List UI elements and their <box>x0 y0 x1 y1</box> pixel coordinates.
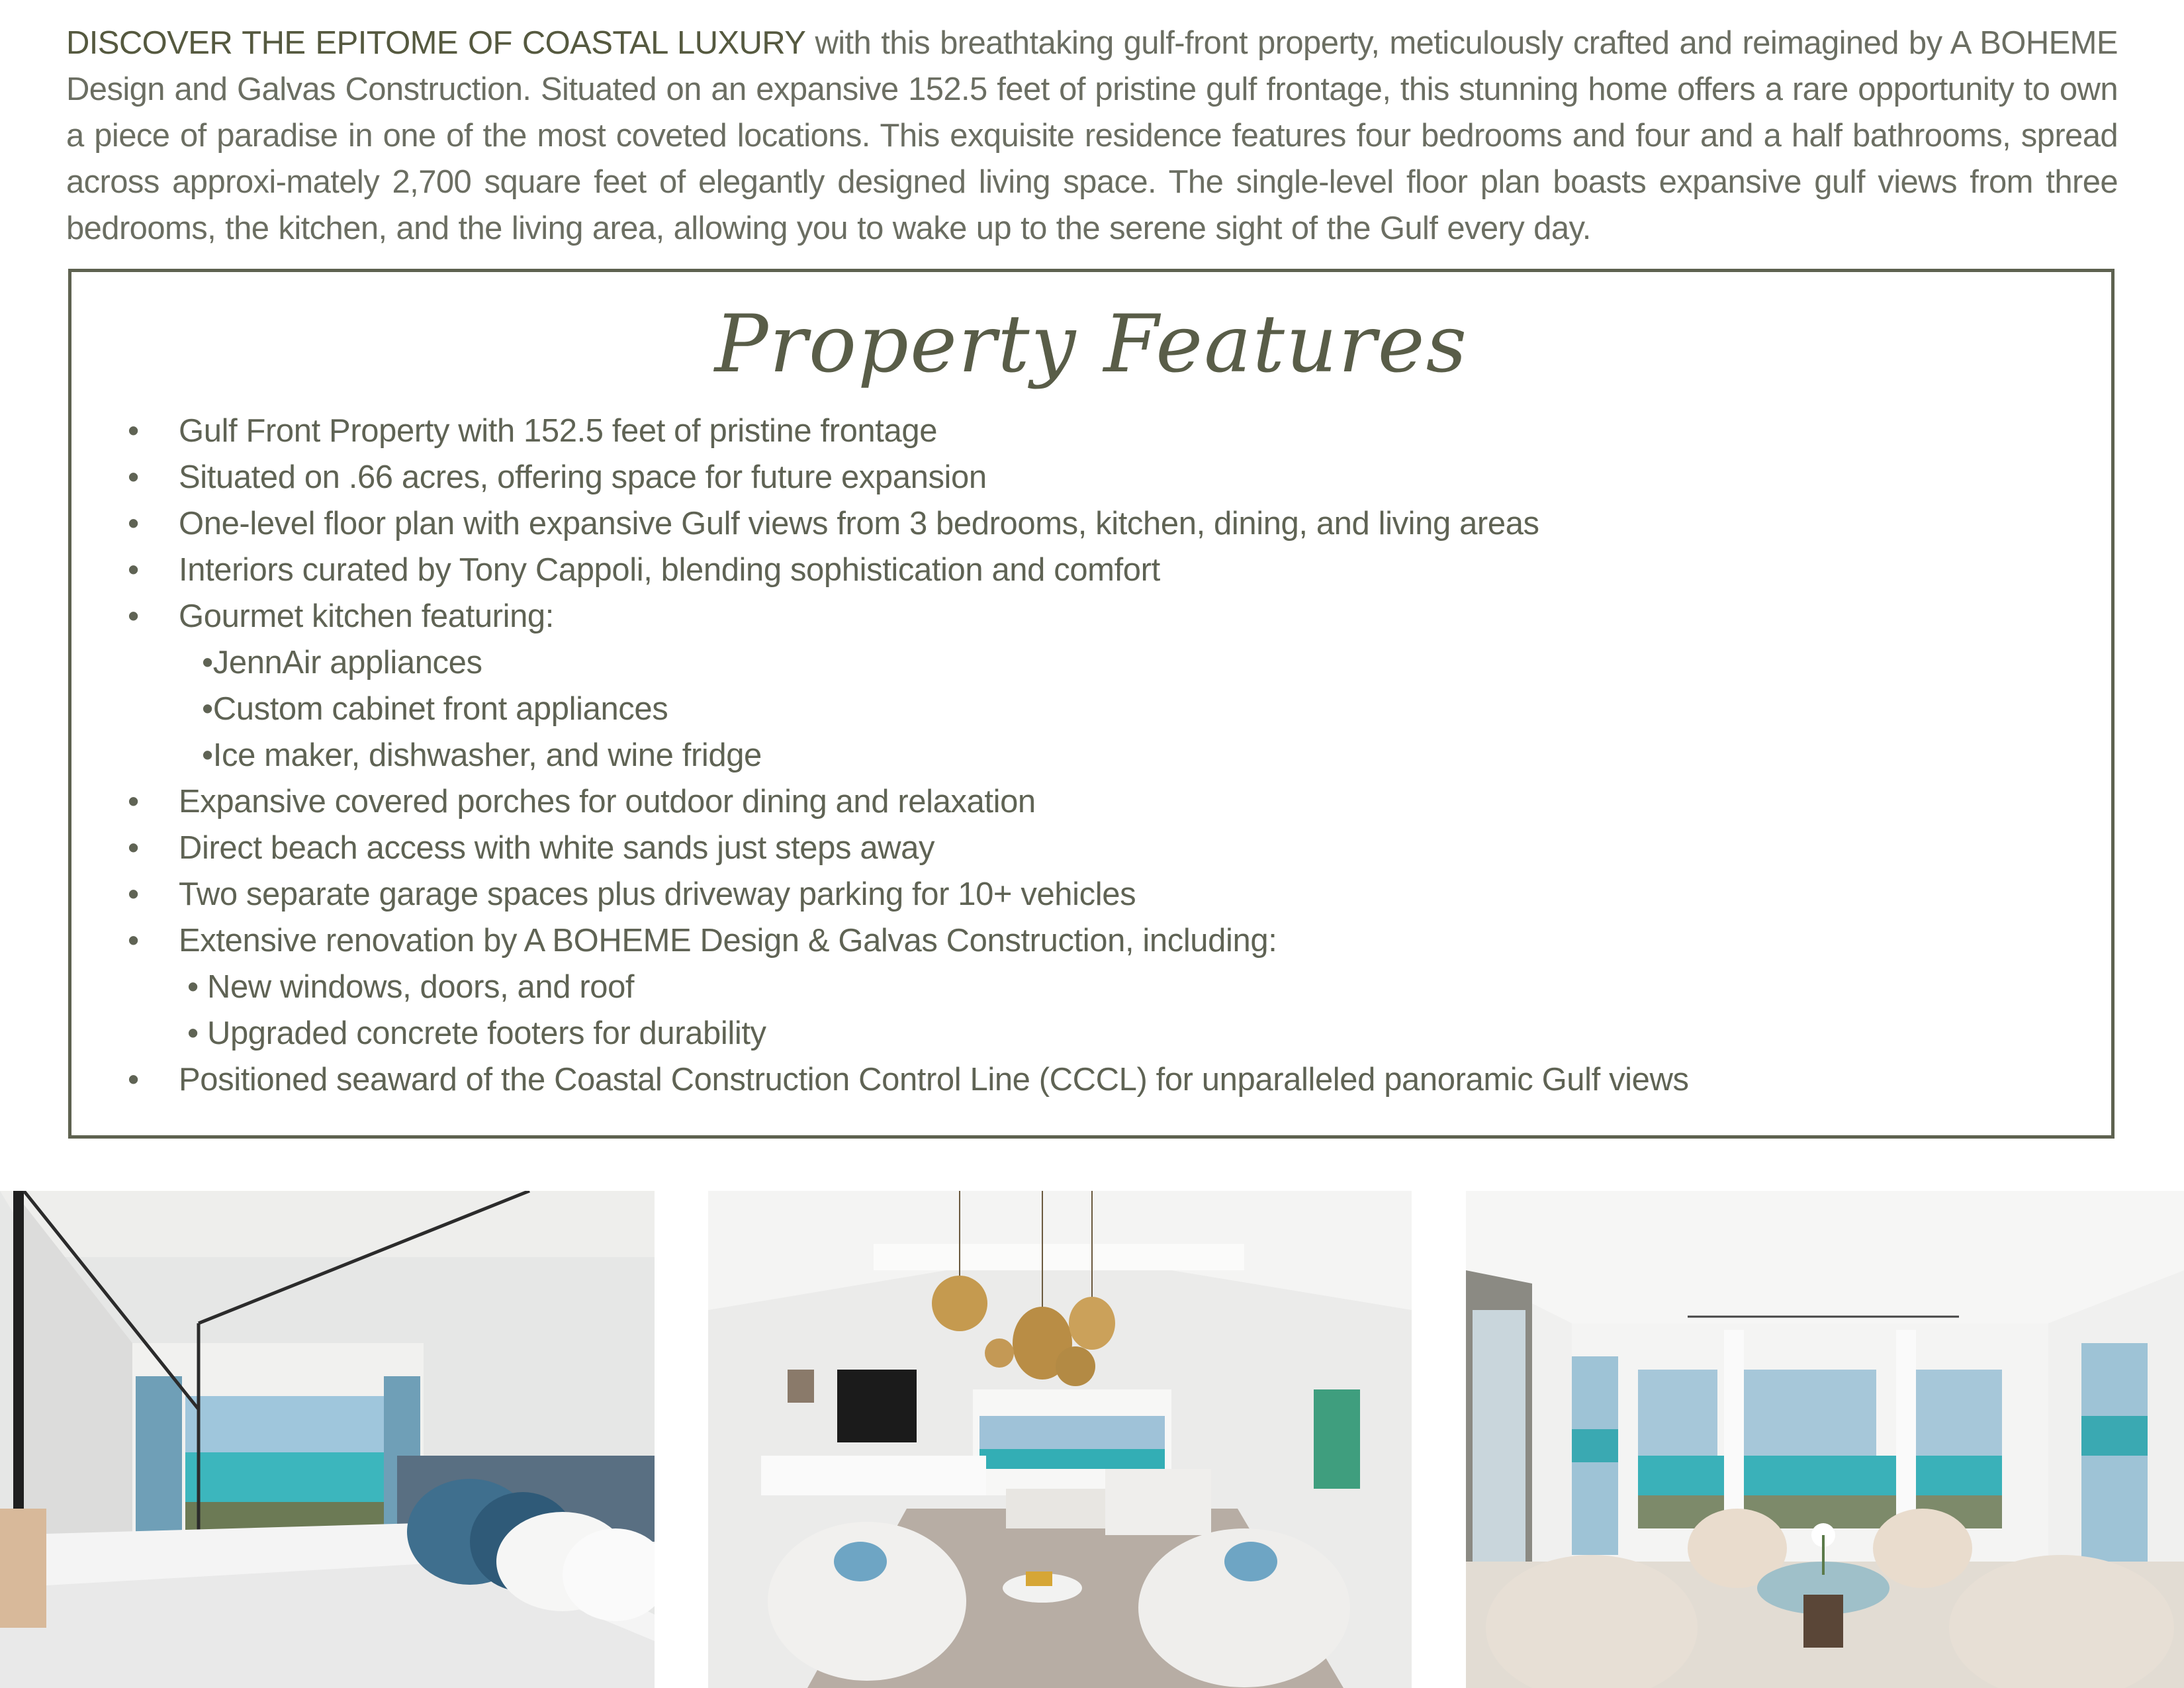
feature-subitem: •Ice maker, dishwasher, and wine fridge <box>202 737 762 773</box>
intro-paragraph <box>66 20 2118 252</box>
property-features-box <box>68 269 2115 1139</box>
feature-subitem: • Upgraded concrete footers for durability <box>187 1015 766 1051</box>
living-room-image <box>708 1191 1412 1688</box>
feature-subitem: • New windows, doors, and roof <box>187 969 635 1005</box>
feature-subitem: •Custom cabinet front appliances <box>202 691 668 727</box>
feature-subitem: •JennAir appliances <box>202 645 482 680</box>
feature-item: • Positioned seaward of the Coastal Construction Control Line (CCCL) for unparalleled panoramic Gulf views <box>128 1056 2080 1103</box>
feature-item: • Extensive renovation by A BOHEME Design & Galvas Construction, including: <box>128 917 2080 964</box>
feature-item: • Interiors curated by Tony Cappoli, blending sophistication and comfort <box>128 547 2080 593</box>
sitting-room-photo <box>1466 1191 2184 1688</box>
feature-item: • Direct beach access with white sands just steps away <box>128 825 2080 871</box>
feature-item: • One-level floor plan with expansive Gulf views from 3 bedrooms, kitchen, dining, and living areas <box>128 500 2080 547</box>
feature-item: • Gulf Front Property with 152.5 feet of pristine frontage <box>128 408 2080 454</box>
bedroom-image <box>0 1191 655 1688</box>
features-list <box>128 408 2080 1103</box>
feature-item: • Two separate garage spaces plus driveway parking for 10+ vehicles <box>128 871 2080 917</box>
feature-item: • Situated on .66 acres, offering space for future expansion <box>128 454 2080 500</box>
living-room-photo <box>708 1191 1412 1688</box>
intro-body: with this breathtaking gulf-front property, meticulously crafted and reimagined by A BOHEME Design and Galvas Construction. Situated on an expansive 152.5 feet of pristine gulf frontage, this stunning home offers a rare opportunity to own a piece of paradise in one of the most coveted locations. This exquisite residence features four bedrooms and four and a half bathrooms, spread across approxi-mately 2,700 square feet of elegantly designed living space. The single-level floor plan boasts expansive gulf views from three bedrooms, the kitchen, and the living area, allowing you to wake up to the serene sight of the Gulf every day. <box>66 25 2118 246</box>
feature-item: • Expansive covered porches for outdoor dining and relaxation <box>128 778 2080 825</box>
bedroom-photo <box>0 1191 655 1688</box>
feature-item: • Gourmet kitchen featuring: <box>128 593 2080 639</box>
intro-lead: DISCOVER THE EPITOME OF COASTAL LUXURY <box>66 25 805 61</box>
sitting-room-image <box>1466 1191 2184 1688</box>
features-title: Property Features <box>714 299 1469 391</box>
